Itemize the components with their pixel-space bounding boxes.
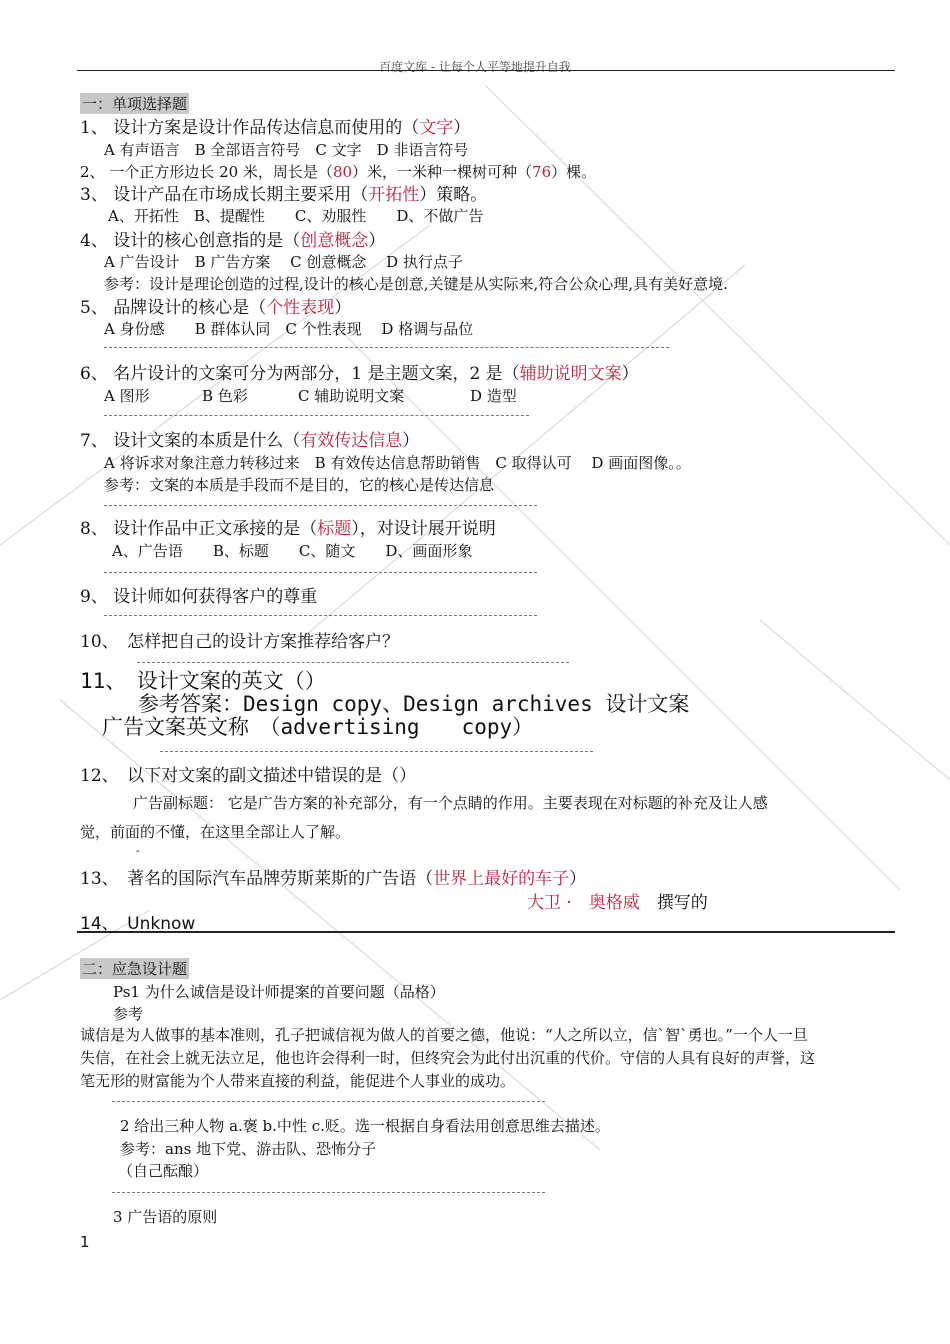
q11-answer: 参考答案：Design copy、Design archives 设计文案 xyxy=(138,692,690,716)
page-header: 百度文库 - 让每个人平等地提升自我 xyxy=(379,60,571,74)
question-6: 6、 名片设计的文案可分为两部分，1 是主题文案，2 是（辅助说明文案） xyxy=(80,364,639,384)
question-8: 8、 设计作品中正文承接的是（标题），对设计展开说明 xyxy=(80,519,496,539)
stray-dash: - xyxy=(136,844,140,857)
design-q2-reference: 参考：ans 地下党、游击队、恐怖分子 xyxy=(120,1140,377,1158)
question-7: 7、 设计文案的本质是什么（有效传达信息） xyxy=(80,431,420,451)
ps1-question: Ps1 为什么诚信是设计师提案的首要问题（品格） xyxy=(113,983,445,1001)
q7-options: A 将诉求对象注意力转移过来 B 有效传达信息帮助销售 C 取得认可 D 画面图像。。 xyxy=(104,454,691,472)
divider xyxy=(104,347,669,348)
question-12: 12、 以下对文案的副文描述中错误的是（） xyxy=(80,766,417,786)
question-9: 9、 设计师如何获得客户的尊重 xyxy=(80,587,318,607)
q6-answer: 辅助说明文案 xyxy=(519,364,622,384)
q7-answer: 有效传达信息 xyxy=(300,431,403,451)
section-title-design: 二：应急设计题 xyxy=(82,960,188,978)
q7-reference: 参考：文案的本质是手段而不是目的，它的核心是传达信息 xyxy=(104,476,495,494)
q12-paragraph-1: 广告副标题： 它是广告方案的补充部分，有一个点睛的作用。主要表现在对标题的补充及让人感 xyxy=(133,794,768,812)
q4-options: A 广告设计 B 广告方案 C 创意概念 D 执行点子 xyxy=(104,253,463,271)
q12-paragraph-2: 觉，前面的不懂，在这里全部让人了解。 xyxy=(80,823,351,841)
ps1-reference-label: 参考 xyxy=(113,1005,144,1023)
q4-answer: 创意概念 xyxy=(300,231,369,251)
design-q2-note: （自己酝酿） xyxy=(118,1162,209,1180)
question-2: 2、 一个正方形边长 20 米，周长是（80）米，一米种一棵树可种（76）棵。 xyxy=(80,163,597,181)
q6-option-a: A 图形 xyxy=(104,387,150,405)
q1-options: A 有声语言 B 全部语言符号 C 文字 D 非语言符号 xyxy=(104,141,469,159)
q8-answer: 标题 xyxy=(317,519,352,539)
q11-english-term: 广告文案英文称 （advertising copy） xyxy=(102,715,534,739)
q6-option-d: D 造型 xyxy=(470,387,517,405)
divider xyxy=(112,1192,545,1193)
q1-text: 1、 设计方案是设计作品传达信息而使用的（ xyxy=(80,118,420,138)
q13-author-line: 大卫 · 奥格威 撰写的 xyxy=(527,893,708,913)
header-rule xyxy=(77,70,895,71)
question-14: 14、 Unknow xyxy=(80,914,196,934)
section-title-choice: 一：单项选择题 xyxy=(82,95,188,113)
question-10: 10、 怎样把自己的设计方案推荐给客户？ xyxy=(80,632,400,652)
ps1-answer-line-3: 笔无形的财富能为个人带来直接的利益，能促进个人事业的成功。 xyxy=(80,1072,516,1090)
design-question-2: 2 给出三种人物 a.褒 b.中性 c.贬。选一根据自身看法用创意思维去描述。 xyxy=(120,1117,610,1135)
q6-option-c: C 辅助说明文案 xyxy=(298,387,405,405)
design-question-3: 3 广告语的原则 xyxy=(113,1208,218,1226)
q1-answer: 文字 xyxy=(419,118,454,138)
question-1: 1、 设计方案是设计作品传达信息而使用的（文字） xyxy=(80,118,471,138)
q8-options: A、广告语 B、标题 C、随文 D、画面形象 xyxy=(112,542,473,560)
divider xyxy=(137,662,569,663)
ps1-answer-line-1: 诚信是为人做事的基本准则，孔子把诚信视为做人的首要之德，他说：“人之所以立，信`智`勇也。”一个人一旦 xyxy=(80,1026,808,1044)
q13-author: 大卫 · 奥格威 xyxy=(527,893,640,913)
question-4: 4、 设计的核心创意指的是（创意概念） xyxy=(80,231,386,251)
question-3: 3、 设计产品在市场成长期主要采用（开拓性）策略。 xyxy=(80,185,488,205)
q6-option-b: B 色彩 xyxy=(202,387,248,405)
q2-answer-perimeter: 80 xyxy=(332,163,353,181)
q2-answer-trees: 76 xyxy=(532,163,552,181)
divider xyxy=(104,572,537,573)
question-11: 11、 设计文案的英文（） xyxy=(80,669,326,693)
section-rule xyxy=(77,931,895,933)
question-13: 13、 著名的国际汽车品牌劳斯莱斯的广告语（世界上最好的车子） xyxy=(80,869,587,889)
page-number: 1 xyxy=(80,1233,90,1251)
divider xyxy=(104,505,537,506)
divider xyxy=(104,615,537,616)
divider xyxy=(160,751,593,752)
question-5: 5、 品牌设计的核心是（个性表现） xyxy=(80,298,352,318)
q4-reference: 参考：设计是理论创造的过程,设计的核心是创意,关键是从实际来,符合公众心理,具有美好意境. xyxy=(104,275,728,293)
divider xyxy=(112,1101,545,1102)
divider xyxy=(104,415,529,416)
q3-answer: 开拓性 xyxy=(368,185,420,205)
q5-options: A 身份感 B 群体认同 C 个性表现 D 格调与品位 xyxy=(104,320,474,338)
q3-options: A、开拓性 B、提醒性 C、劝服性 D、不做广告 xyxy=(108,207,484,225)
q5-answer: 个性表现 xyxy=(266,298,335,318)
q13-answer: 世界上最好的车子 xyxy=(433,869,570,889)
ps1-answer-line-2: 失信，在社会上就无法立足，他也许会得利一时，但终究会为此付出沉重的代价。守信的人具有良好的声誉，这 xyxy=(80,1049,816,1067)
